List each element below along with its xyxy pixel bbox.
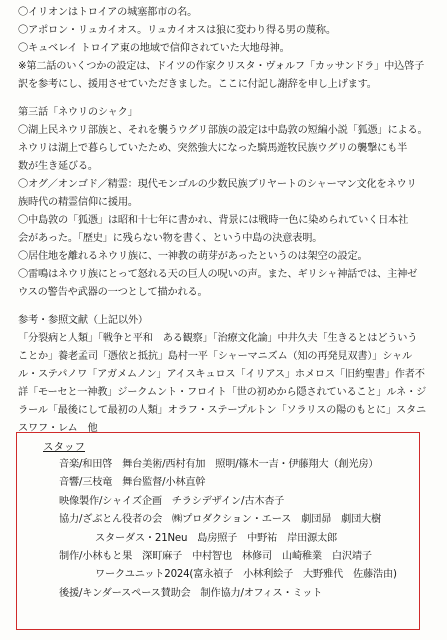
reference-line: 詳「モーセと一神教」ジークムント・フロイト「世の初めから隠されていること」ルネ・ジ — [18, 387, 427, 398]
note-line: 〇アポロン・リュカイオス。リュカイオスは狼に変わり得る男の蔑称。 — [18, 25, 336, 36]
episode3-line: 〇雷鳴はネウリ族にとって怒れる天の巨人の呪いの声。また、ギリシャ神話では、主神ゼ — [18, 269, 418, 280]
episode3-line: ネウリは湖上で暮らしていたため、突然強大になった騎馬遊牧民族ウグリの襲撃にも半 — [18, 143, 408, 154]
note-line: 訳を参考にし、援用させていただきました。ここに付記し謝辞を申し上げます。 — [18, 79, 377, 90]
episode3-line: 〇居住地を離れるネウリ族に、一神教の萌芽があったというのは架空の設定。 — [18, 251, 368, 262]
note-line: 〇イリオンはトロイアの城塞都市の名。 — [18, 7, 198, 18]
reference-line: ことか」養老孟司「憑依と抵抗」島村一平「シャーマニズム（知の再発見双書）」シャル — [18, 351, 412, 362]
staff-line: 協力/ざぶとん役者の会 ㈱プロダクション・エース 劇団昴 劇団大樹 — [59, 514, 382, 526]
note-line: 〇キュベレイ トロイア東の地域で信仰されていた大地母神。 — [18, 43, 290, 54]
reference-line: ラール「最後にして最初の人類」オラフ・ステープルトン「ソラリスの陽のもとに」スタニ — [18, 405, 426, 416]
episode3-line: 〇湖上民ネウリ部族と、それを襲うウグリ部族の設定は中島敦の短編小説「狐憑」による。 — [18, 125, 428, 136]
episode3-line: 〇中島敦の「狐憑」は昭和十七年に書かれ、背景には戦時一色に染められていく日本社 — [18, 215, 409, 226]
staff-line: 制作/小林もと果 深町麻子 中村智也 林修司 山崎稚業 白沢靖子 — [59, 551, 372, 563]
episode3-heading: 第三話「ネウリのシャク」 — [18, 107, 138, 118]
staff-line: スターダス・21Neu 島房照子 中野祐 岸田源太郎 — [95, 532, 338, 544]
episode3-section — [18, 104, 435, 302]
episode3-line: 数が生き延びる。 — [18, 161, 98, 172]
references-section — [18, 312, 435, 438]
staff-line: ワークユニット2024(富永禎子 小林利絵子 大野雅代 佐藤浩由) — [95, 569, 397, 581]
staff-line: 後援/キンダースペース賛助会 制作協力/オフィス・ミット — [59, 587, 323, 599]
episode3-line: 〇オグ／オンゴド／精霊：現代モンゴルの少数民族ブリヤートのシャーマン文化をネウリ — [18, 179, 417, 190]
references-heading: 参考・参照文献（上記以外） — [18, 315, 148, 326]
staff-line: 音楽/和田啓 舞台美術/西村有加 照明/篠木一吉・伊藤翔大（創光房） — [59, 459, 379, 470]
notes-block — [18, 4, 435, 94]
reference-line: スワフ・レム 他 — [18, 423, 98, 434]
staff-line: 映像製作/シャイズ企画 チラシデザイン/古木杏子 — [59, 495, 285, 507]
staff-line: 音響/三枝竜 舞台監督/小林直幹 — [59, 477, 206, 489]
episode3-line: ウスの警告や武器の一つとして描かれる。 — [18, 287, 208, 298]
reference-line: ル・ステパノワ「アガメムノン」アイスキュロス「イリアス」ホメロス「旧約聖書」作者不 — [18, 369, 425, 380]
episode3-line: 族時代の精霊信仰に援用。 — [18, 197, 138, 208]
reference-line: 「分裂病と人類」「戦争と平和 ある観察」「治療文化論」中井久夫「生きるとはどういう — [18, 333, 418, 344]
episode3-line: 会があった。「歴史」に残らない物を書く、という中島の決意表明。 — [18, 233, 323, 244]
note-line: ※第二話のいくつかの設定は、ドイツの作家クリスタ・ヴォルフ「カッサンドラ」中込啓子 — [18, 61, 425, 72]
staff-box — [16, 432, 420, 630]
staff-title: スタッフ — [43, 441, 85, 453]
